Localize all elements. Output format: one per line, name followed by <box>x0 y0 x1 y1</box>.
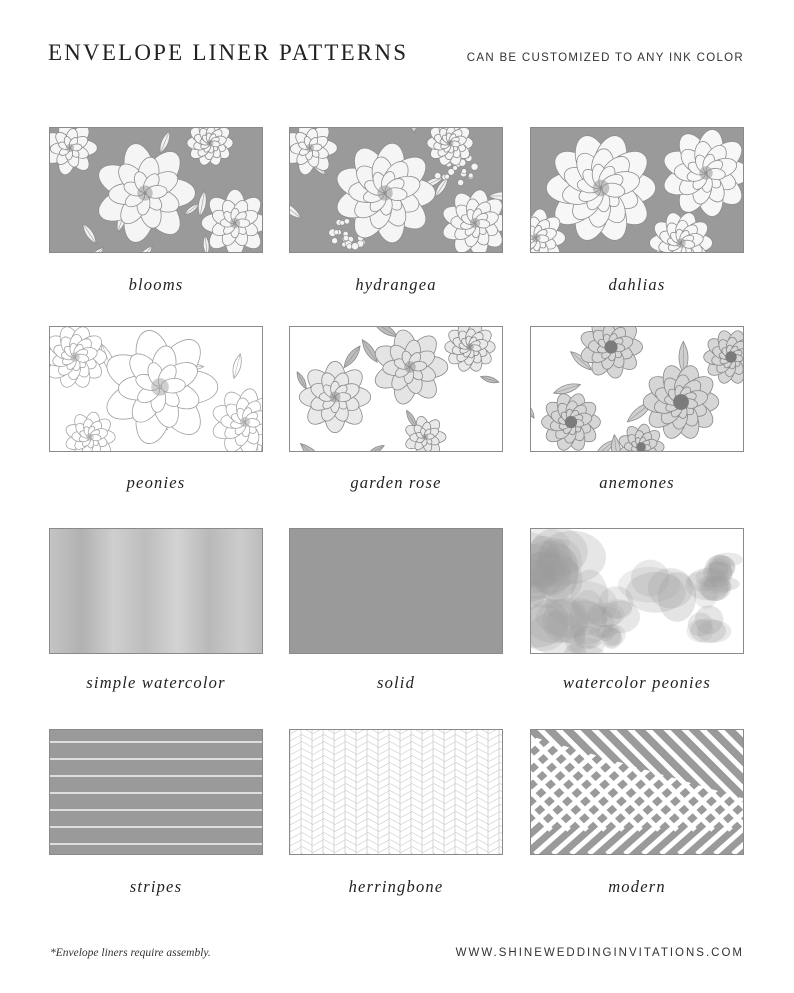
pattern-illustration-modern <box>531 730 743 854</box>
pattern-label: simple watercolor <box>86 673 226 692</box>
pattern-illustration-solid <box>290 529 502 653</box>
pattern-card-anemones[interactable] <box>530 326 744 492</box>
pattern-card-simple-watercolor[interactable] <box>49 528 263 692</box>
pattern-card-watercolor-peonies[interactable] <box>530 528 744 692</box>
pattern-illustration-simple-watercolor <box>50 529 262 653</box>
pattern-card-dahlias[interactable] <box>530 127 744 294</box>
pattern-illustration-anemones <box>531 327 743 451</box>
pattern-label: hydrangea <box>355 275 437 294</box>
pattern-card-herringbone[interactable] <box>289 729 503 896</box>
pattern-card-hydrangea[interactable] <box>289 127 503 294</box>
website-link[interactable]: WWW.SHINEWEDDINGINVITATIONS.COM <box>455 947 744 959</box>
pattern-label: peonies <box>126 473 186 492</box>
pattern-card-garden-rose[interactable] <box>289 326 503 492</box>
pattern-label: solid <box>376 673 416 692</box>
page-title: ENVELOPE LINER PATTERNS <box>48 40 409 65</box>
assembly-footnote: *Envelope liners require assembly. <box>50 947 211 959</box>
pattern-label: dahlias <box>608 275 666 294</box>
pattern-card-modern[interactable] <box>530 729 744 896</box>
pattern-card-blooms[interactable] <box>49 127 263 294</box>
pattern-illustration-blooms <box>50 128 262 252</box>
pattern-swatch-herringbone[interactable] <box>289 729 503 855</box>
pattern-label: garden rose <box>350 473 442 492</box>
pattern-label: blooms <box>128 275 184 294</box>
pattern-swatch-stripes[interactable] <box>49 729 263 855</box>
pattern-swatch-blooms[interactable] <box>49 127 263 253</box>
pattern-illustration-hydrangea <box>290 128 502 252</box>
pattern-illustration-dahlias <box>531 128 743 252</box>
pattern-illustration-herringbone <box>290 730 502 854</box>
pattern-swatch-solid[interactable] <box>289 528 503 654</box>
pattern-illustration-peonies <box>50 327 262 451</box>
pattern-card-peonies[interactable] <box>49 326 263 492</box>
pattern-swatch-anemones[interactable] <box>530 326 744 452</box>
pattern-label: stripes <box>129 877 183 896</box>
pattern-swatch-garden-rose[interactable] <box>289 326 503 452</box>
pattern-swatch-modern[interactable] <box>530 729 744 855</box>
pattern-illustration-watercolor-peonies <box>531 529 743 653</box>
pattern-card-solid[interactable] <box>289 528 503 692</box>
pattern-illustration-stripes <box>50 730 262 854</box>
pattern-label: watercolor peonies <box>563 673 711 692</box>
pattern-label: anemones <box>599 473 675 492</box>
pattern-swatch-dahlias[interactable] <box>530 127 744 253</box>
pattern-swatch-peonies[interactable] <box>49 326 263 452</box>
pattern-illustration-garden-rose <box>290 327 502 451</box>
pattern-swatch-hydrangea[interactable] <box>289 127 503 253</box>
pattern-swatch-watercolor-peonies[interactable] <box>530 528 744 654</box>
pattern-swatch-simple-watercolor[interactable] <box>49 528 263 654</box>
customization-note: CAN BE CUSTOMIZED TO ANY INK COLOR <box>466 52 744 64</box>
pattern-label: herringbone <box>348 877 444 896</box>
pattern-label: modern <box>608 877 666 896</box>
pattern-card-stripes[interactable] <box>49 729 263 896</box>
